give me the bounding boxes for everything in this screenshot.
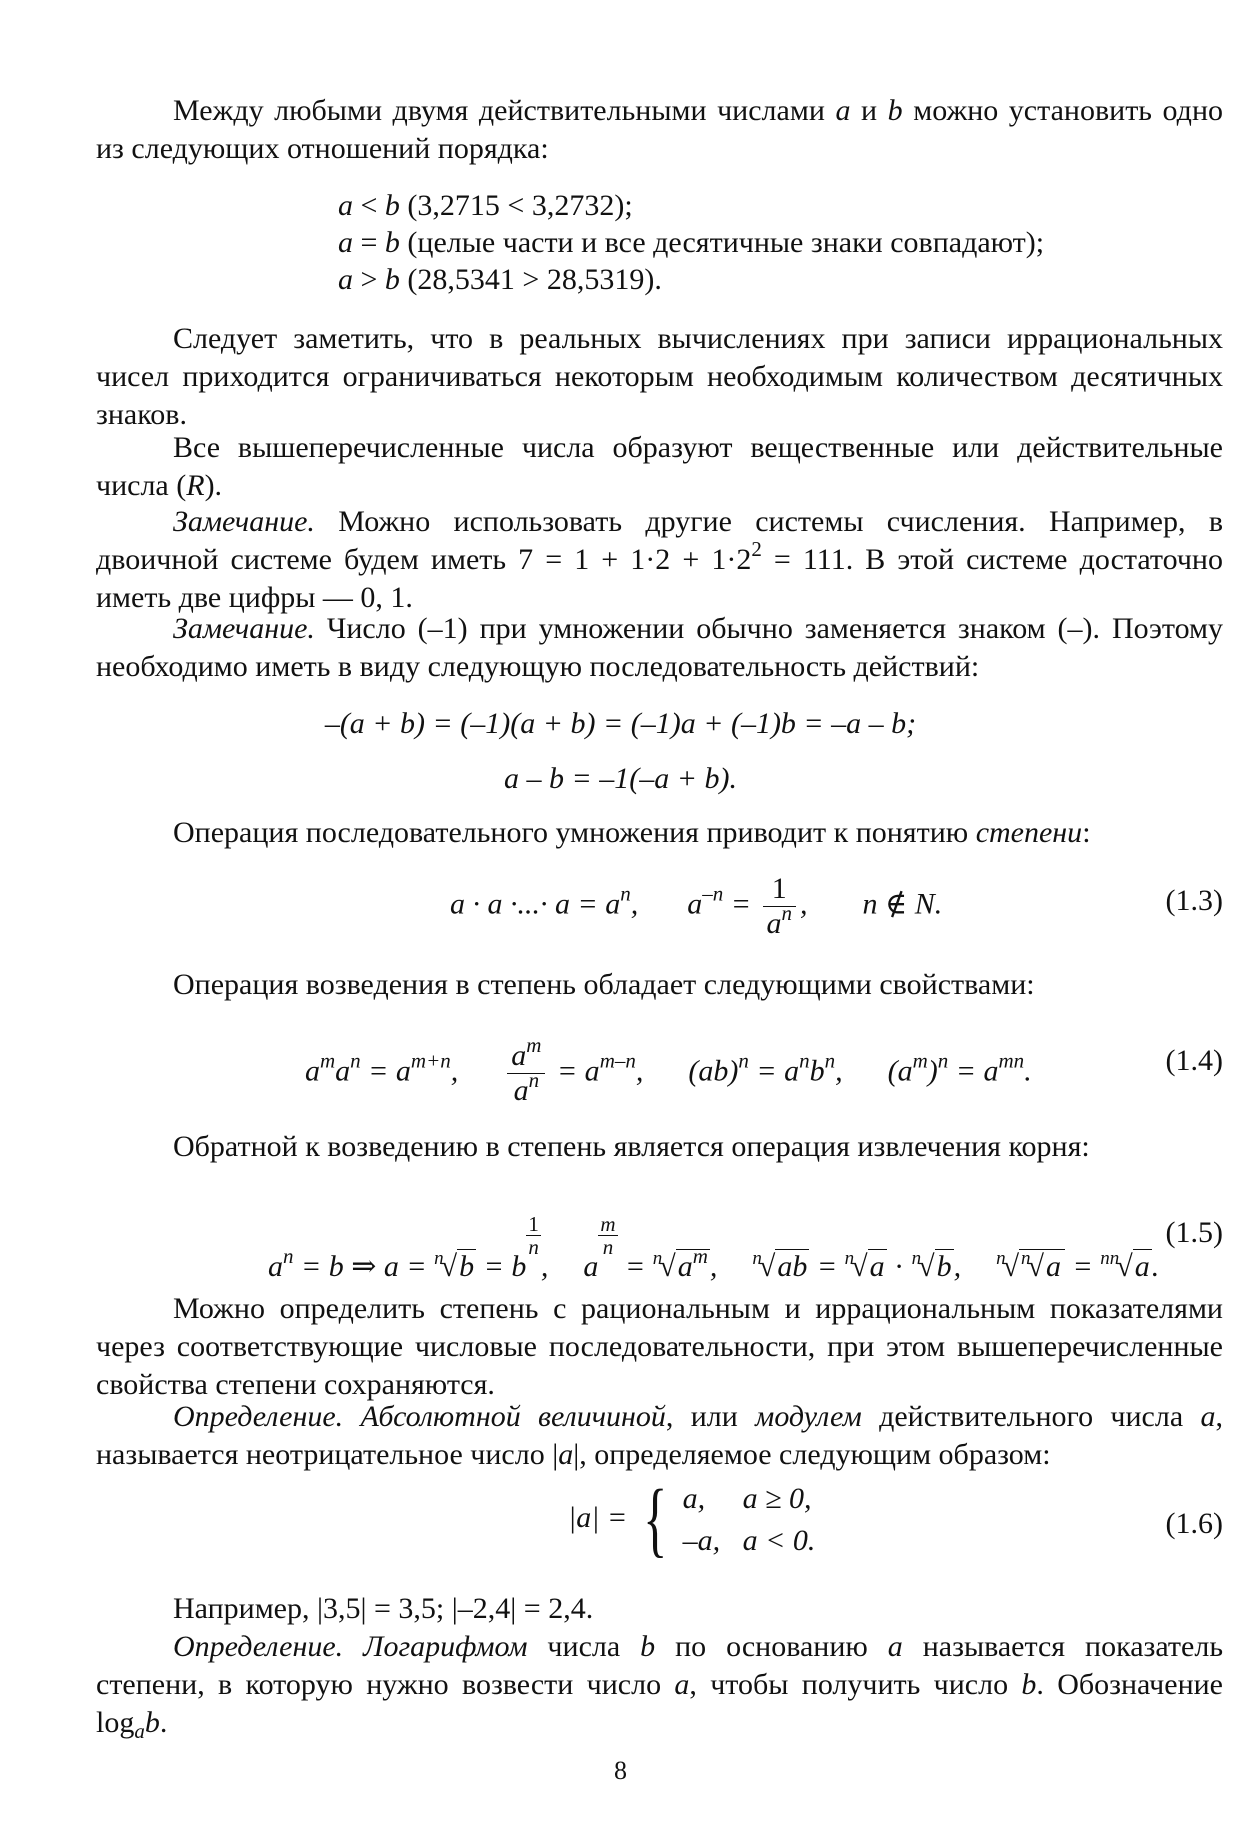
equation-number-1-6: (1.6): [1165, 1507, 1223, 1540]
paragraph-roots-intro: Обратной к возведению в степень является операция извлечения корня:: [173, 1130, 1090, 1163]
equation-power-definition: a · a ·...· $a = a^n$, $a^{-n}$ = $\frac{1}{a^n}$ , n ∉ N.: [450, 872, 943, 940]
order-relation-equal: a = b (целые части и все десятичные знаки совпадают);: [338, 226, 1045, 259]
fraction-power-quotient: $\frac{a^m}{a^n}$: [507, 1039, 545, 1108]
example-absolute-value: Например, |3,5| = 3,5; |–2,4| = 2,4.: [173, 1592, 594, 1625]
fraction-reciprocal: $\frac{1}{a^n}$: [763, 872, 797, 941]
paragraph-order-intro: Между любыми двумя действительными числами a и b можно установить одно из следующих отношений порядка:: [96, 94, 1224, 165]
paragraph-power-properties: Операция возведения в степень обладает следующими свойствами:: [173, 968, 1035, 1001]
order-relation-greater: a > b (28,5341 > 28,5319).: [338, 263, 662, 296]
page-number: 8: [614, 1756, 627, 1785]
brace: {: [642, 1473, 668, 1566]
definition-logarithm: Определение. Логарифмом числа b по основанию a называется показатель степени, в которую нужно возвести число a, чтобы получить число b. Обозначение $\log_ab$.: [96, 1630, 1224, 1743]
order-relation-less: a < b (3,2715 < 3,2732);: [338, 189, 633, 222]
remark-number-systems: Замечание. Можно использовать другие системы счисления. Например, в двоичной системе будем иметь $7 = 1 + 1\cdot 2 + 1\cdot 2^2 = 111$. В этой системе достаточно иметь две цифры — 0, 1.: [96, 505, 1223, 614]
formula-sign-expansion: –(a + b) = (–1)(a + b) = (–1)a + (–1)b = –a – b;: [324, 707, 917, 740]
remark-minus-one: Замечание. Число (–1) при умножении обычно заменяется знаком (–). Поэтому необходимо иметь в виду следующую последовательность действий:: [96, 612, 1223, 683]
equation-number-1-5: (1.5): [1165, 1216, 1223, 1249]
equation-power-properties: $a^ma^n = a^{m+n}$, $\frac{a^m}{a^n}$ = $a^{m-n}$, $(ab)^n = a^nb^n$, $(a^m)^n = a^{mn}$.: [305, 1033, 1032, 1107]
equation-number-1-3: (1.3): [1165, 884, 1223, 917]
paragraph-power-intro: Операция последовательного умножения приводит к понятию степени:: [173, 816, 1091, 849]
cases: a, a ≥ 0, –a, a < 0.: [682, 1482, 816, 1557]
formula-difference: a – b = –1(–a + b).: [504, 762, 737, 795]
paragraph-irrational-note: Следует заметить, что в реальных вычислениях при записи иррациональных чисел приходится ограничиваться некоторым необходимым количеством десятичных знаков.: [96, 322, 1223, 431]
paragraph-real-numbers: Все вышеперечисленные числа образуют вещественные или действительные числа (R).: [96, 431, 1223, 502]
equation-number-1-4: (1.4): [1165, 1044, 1223, 1077]
equation-root-properties: $a^n = b$ ⇒ a = $^n$√b = b $\frac{1}{n}$ , a $\frac{m}{n}$ = $^n√a^m$, $^n$√ab = $^n$√a · $^n$√b, $^n$√ $^n$√a = $^{nn}$√a.: [268, 1212, 1160, 1283]
equation-absolute-value: |a| = { a, a ≥ 0, –a, a < 0.: [568, 1473, 816, 1566]
paragraph-rational-exponents: Можно определить степень с рациональным и иррациональным показателями через соответствующие числовые последовательности, при этом вышеперечисленные свойства степени сохраняются.: [96, 1292, 1223, 1401]
definition-absolute-value: Определение. Абсолютной величиной, или модулем действительного числа a, называется неотрицательное число |a|, определяемое следующим образом:: [96, 1400, 1223, 1471]
